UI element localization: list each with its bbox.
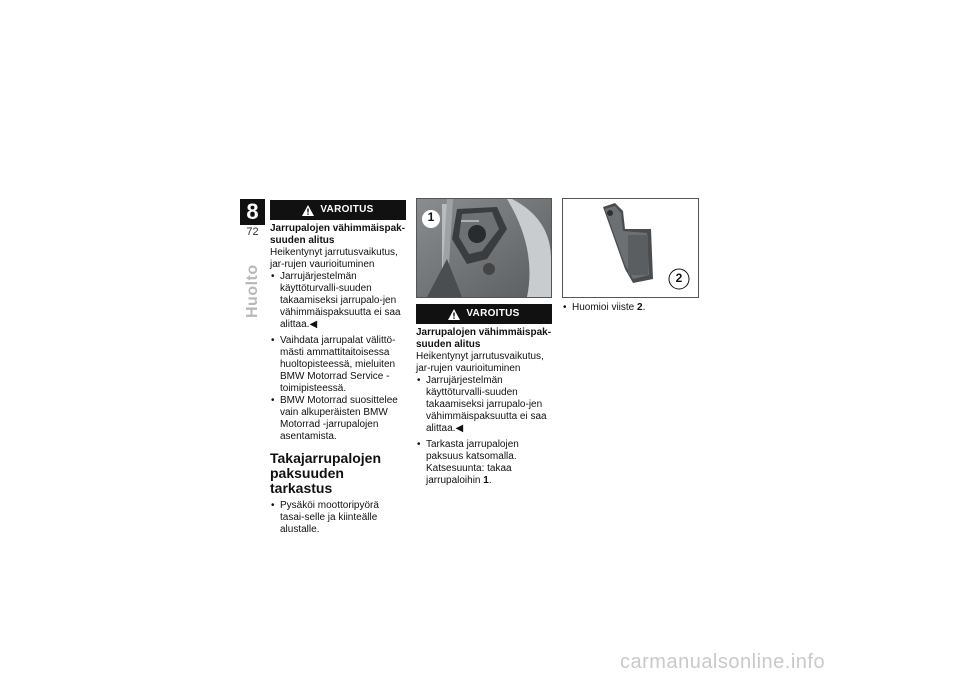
list-item: • Pysäköi moottoripyörä tasai-selle ja kiinteälle alustalle.	[270, 500, 406, 536]
watermark-footer: carmanualsonline.info	[620, 651, 826, 673]
action-bullets	[270, 335, 406, 443]
callout-1: 1	[427, 210, 435, 224]
bullet-text: Huomioi viiste	[572, 302, 638, 313]
warning-bullets	[416, 375, 552, 435]
chapter-title-text: Huolto	[244, 264, 261, 318]
chapter-number: 8	[240, 199, 265, 225]
list-item: • BMW Motorrad suosittelee vain alkuperäisten BMW Motorrad -jarrupalojen asentamista.	[270, 395, 406, 443]
warning-text: Heikentynyt jarrutusvaikutus, jar-rujen vaurioituminen	[416, 351, 544, 374]
warning-bullets	[270, 271, 406, 331]
bullet-suffix: .	[488, 475, 492, 486]
column-1	[270, 200, 406, 536]
action-bullets	[416, 439, 552, 487]
page-number: 72	[246, 226, 259, 238]
bullet-suffix: .	[642, 302, 646, 313]
brake-caliper-photo	[416, 198, 552, 298]
brake-pad-photo	[562, 198, 699, 298]
warning-heading: Jarrupalojen vähimmäispak-suuden alitus	[270, 223, 406, 246]
warning-text: Heikentynyt jarrutusvaikutus, jar-rujen vaurioituminen	[270, 247, 398, 270]
chapter-title	[244, 256, 262, 326]
list-item: • Jarrujärjestelmän käyttöturvalli-suuden takaamiseksi jarrupalo-jen vähimmäispaksuutta ei saa alittaa.◀	[416, 375, 552, 435]
list-item	[416, 439, 552, 487]
bullet-ref: 1	[483, 475, 489, 486]
warning-heading: Jarrupalojen vähimmäispak-suuden alitus	[416, 327, 552, 350]
warning-bar	[416, 304, 552, 324]
section-title: Takajarrupalojen paksuuden tarkastus	[270, 450, 382, 496]
list-item	[562, 302, 699, 314]
action-bullets	[562, 302, 699, 314]
section-bullets	[270, 500, 406, 536]
bullet-text: Tarkasta jarrupalojen paksuus katsomalla. Katsesuunta: takaa jarrupaloihin	[426, 439, 519, 486]
callout-2: 2	[675, 271, 683, 285]
column-3	[562, 198, 699, 314]
warning-label: VAROITUS	[466, 308, 520, 319]
list-item: • Vaihdata jarrupalat välittö-mästi ammattitaitoisessa huoltopisteessä, mieluiten BMW Motorrad Service -toimipisteessä.	[270, 335, 406, 395]
warning-bar	[270, 200, 406, 220]
bullet-ref: 2	[637, 302, 643, 313]
warning-icon	[302, 205, 314, 216]
column-2	[416, 198, 552, 487]
warning-icon	[448, 309, 460, 320]
warning-label: VAROITUS	[320, 204, 374, 215]
list-item: • Jarrujärjestelmän käyttöturvalli-suuden takaamiseksi jarrupalo-jen vähimmäispaksuutta ei saa alittaa.◀	[270, 271, 406, 331]
